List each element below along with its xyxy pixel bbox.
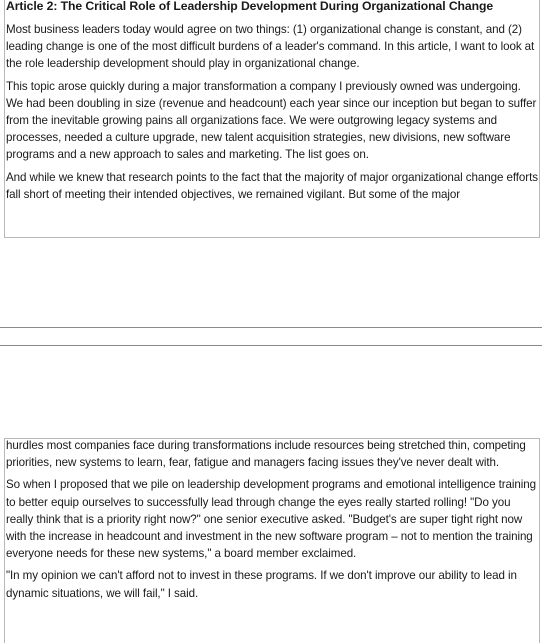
page-2-content [6, 437, 540, 607]
paragraph: Most business leaders today would agree on two things: (1) organizational change is constant, and (2) leading change is one of the most difficult burdens of a leader's command. In this article, I want to look at the role leadership development should play in organizational change. [6, 23, 535, 71]
paragraph: hurdles most companies face during transformations include resources being stretched thin, competing priorities, new systems to learn, fear, fatigue and managers facing issues they've never dealt with. [6, 439, 526, 470]
page-break-line-bottom [0, 345, 542, 346]
paragraph: "In my opinion we can't afford not to invest in these programs. If we don't improve our ability to lead in dynamic situations, we will fail," I said. [6, 569, 517, 600]
article-title: Article 2: The Critical Role of Leadership Development During Organizational Change [6, 0, 494, 13]
paragraph: This topic arose quickly during a major transformation a company I previously owned was undergoing. We had been doubling in size (revenue and headcount) each year since our inception but began to suffer from the inevitable growing pains all organizations face. We were outgrowing legacy systems and processes, needed a culture upgrade, new talent acquisition strategies, new divisions, new software programs and a new approach to sales and marketing. The list goes on. [6, 79, 537, 162]
paragraph: So when I proposed that we pile on leadership development programs and emotional intelligence training to better equip ourselves to successfully lead through change the eyes really started rolling! "Do you really think that is a priority right now?" one senior executive asked. "Budget's are super tight right now with the increase in headcount and investment in the new software program – not to mention the training everyone needs for these new systems," a board member exclaimed. [6, 478, 536, 561]
paragraph: And while we knew that research points to the fact that the majority of major organizational change efforts fall short of meeting their intended objectives, we remained vigilant. But some of the major [6, 170, 538, 201]
page-1-content [6, 0, 540, 208]
page-break-line-top [0, 327, 542, 328]
